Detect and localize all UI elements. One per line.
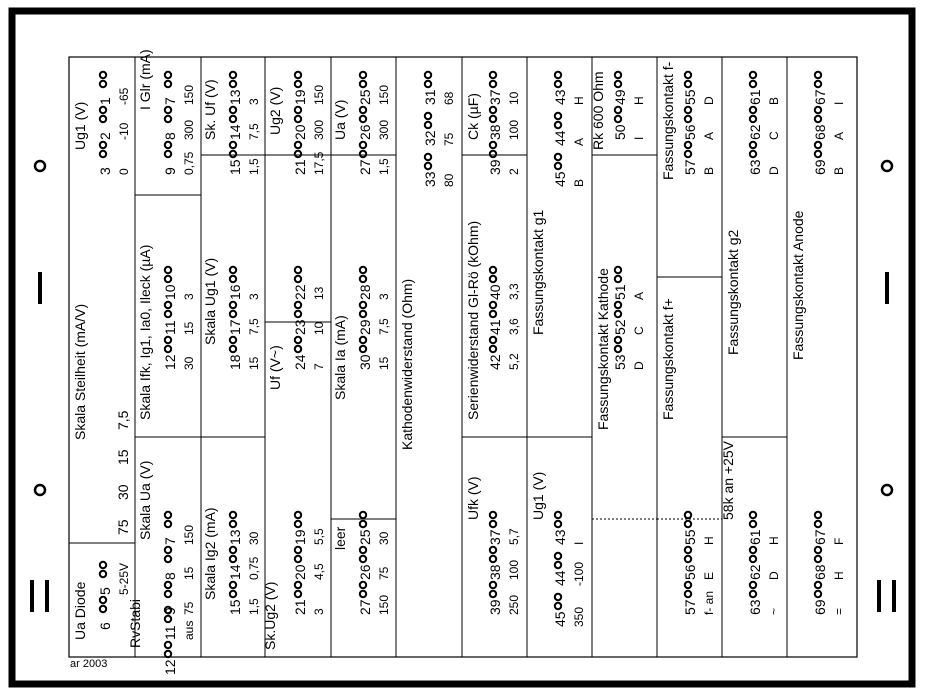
terminal-icon	[230, 582, 236, 597]
terminal-number: 14	[227, 564, 243, 580]
left-bar-1	[38, 272, 42, 304]
terminal-number: 37	[487, 89, 503, 105]
terminal-icon	[615, 107, 621, 122]
scale-label: 17,5	[312, 151, 326, 175]
terminal-number: 21	[292, 599, 308, 615]
terminal-number: 68	[812, 564, 828, 580]
terminal-number: 49	[612, 89, 628, 105]
section-title: Kathodenwiderstand (Ohm)	[399, 278, 415, 450]
terminal-icon	[295, 107, 301, 122]
scale-label: H	[572, 96, 586, 105]
terminal-number: 44	[552, 570, 568, 586]
terminal-number: 51	[612, 284, 628, 300]
scale-label: 30	[182, 356, 196, 370]
terminal-number: 45	[552, 611, 568, 627]
terminal-icon	[295, 547, 301, 562]
terminal-icon	[750, 547, 756, 562]
scale-label: 30	[115, 484, 131, 500]
terminal-icon	[615, 72, 621, 87]
scale-label: B	[702, 166, 716, 175]
scale-label: 150	[377, 594, 391, 615]
terminal-number: 5	[97, 587, 113, 595]
scale-label: 300	[182, 119, 196, 140]
terminal-icon	[360, 337, 366, 352]
scale-label: 7,5	[247, 318, 261, 335]
terminal-icon	[750, 512, 756, 527]
terminal-number: 38	[487, 124, 503, 140]
section-title: Skala Ifk, Ig1, Ia0, Ileck (µA)	[137, 244, 153, 420]
terminal-icon	[295, 302, 301, 317]
terminal-icon	[685, 582, 691, 597]
terminal-icon	[295, 582, 301, 597]
terminal-number: 13	[227, 89, 243, 105]
terminal-icon	[165, 642, 171, 657]
section-title: Skala Ua (V)	[137, 460, 153, 540]
terminal-icon	[165, 142, 171, 157]
right-hole-top	[882, 161, 892, 171]
terminal-number: 11	[162, 320, 178, 335]
terminal-number: 22	[292, 284, 308, 300]
terminal-icon	[685, 142, 691, 157]
terminal-number: 57	[682, 159, 698, 175]
terminal-number: 37	[487, 529, 503, 545]
terminal-number: 12	[162, 659, 178, 675]
terminal-icon	[490, 512, 496, 527]
terminal-icon	[165, 337, 171, 352]
scale-label: D	[632, 361, 646, 370]
terminal-icon	[295, 512, 301, 527]
terminal-number: 38	[487, 564, 503, 580]
terminal-icon	[815, 107, 821, 122]
terminal-number: 39	[487, 599, 503, 615]
section-title: Sk. Uf (V)	[202, 79, 218, 140]
scale-label: 2	[507, 168, 521, 175]
terminal-number: 62	[747, 124, 763, 140]
scale-label: B	[572, 178, 586, 187]
terminal-icon	[360, 72, 366, 87]
scale-label: 15	[247, 356, 261, 370]
scale-label: 75	[377, 566, 391, 580]
scale-label: -100	[572, 561, 586, 586]
scale-label: 150	[182, 84, 196, 105]
terminal-number: 40	[487, 284, 503, 300]
rotated-content	[72, 49, 846, 675]
terminal-icon	[360, 267, 366, 282]
scale-label: 15	[377, 356, 391, 370]
terminal-icon	[165, 582, 171, 597]
terminal-number: 52	[612, 319, 628, 335]
terminal-number: 26	[357, 564, 373, 580]
terminal-icon	[490, 302, 496, 317]
terminal-icon	[360, 547, 366, 562]
left-hole-top	[35, 161, 45, 171]
scale-label: 1,5	[247, 598, 261, 615]
section-title: Rk 600 Ohm	[590, 71, 606, 150]
terminal-icon	[555, 113, 561, 128]
terminal-number: 14	[227, 124, 243, 140]
terminal-number: 7	[162, 537, 178, 545]
section-title: Skala Ug1 (V)	[202, 257, 218, 345]
right-bar-2a	[877, 580, 881, 612]
terminal-icon	[295, 267, 301, 282]
terminal-number: 27	[357, 159, 373, 175]
terminal-number: 39	[487, 159, 503, 175]
scale-label: 7	[312, 363, 326, 370]
scale-label: E	[702, 571, 716, 580]
terminal-number: 9	[162, 607, 178, 615]
terminal-icon	[165, 72, 171, 87]
section-title: Fassungskontakt Kathode	[595, 268, 611, 430]
terminal-icon	[815, 547, 821, 562]
terminal-icon	[490, 267, 496, 282]
terminal-number: 68	[812, 124, 828, 140]
terminal-icon	[425, 72, 431, 87]
terminal-number: 43	[552, 89, 568, 105]
scale-label: 15	[182, 321, 196, 335]
section-title: RvStabi	[127, 598, 143, 648]
terminal-icon	[685, 72, 691, 87]
scale-label: 5,7	[507, 528, 521, 545]
terminal-number: 29	[357, 319, 373, 335]
scale-label: 250	[507, 594, 521, 615]
terminal-number: 56	[682, 124, 698, 140]
terminal-number: 56	[682, 564, 698, 580]
section-title: Fassungskontakt g2	[725, 229, 741, 355]
scale-label: H	[632, 96, 646, 105]
terminal-icon	[100, 107, 106, 122]
scale-label: -10	[117, 122, 131, 140]
left-markings	[30, 161, 49, 612]
terminal-icon	[230, 267, 236, 282]
scale-label: H	[767, 536, 781, 545]
scale-label: 75	[182, 601, 196, 615]
terminal-icon	[750, 107, 756, 122]
terminal-icon	[230, 302, 236, 317]
terminal-number: 32	[422, 130, 438, 146]
terminal-icon	[360, 107, 366, 122]
scale-label: 5-25V	[117, 562, 131, 595]
scale-label: 10	[312, 321, 326, 335]
scale-label: 3	[312, 608, 326, 615]
scale-label: 68	[442, 91, 456, 105]
scale-label: 1,5	[247, 158, 261, 175]
terminal-icon	[815, 512, 821, 527]
scale-label: H	[702, 536, 716, 545]
scale-label: 0,75	[182, 151, 196, 175]
terminal-icon	[685, 547, 691, 562]
scale-label: 3	[247, 98, 261, 105]
section-title: Fassungskontakt Anode	[790, 210, 806, 360]
section-title: Ufk (V)	[465, 476, 481, 520]
section-title: Skala Ig2 (mA)	[202, 507, 218, 600]
scale-label: aus	[182, 620, 196, 640]
terminal-number: 12	[162, 354, 178, 370]
terminal-number: 50	[612, 124, 628, 140]
terminal-number: 25	[357, 529, 373, 545]
terminal-number: 7	[162, 97, 178, 105]
terminal-icon	[165, 302, 171, 317]
terminal-icon	[360, 302, 366, 317]
terminal-icon	[555, 553, 561, 568]
terminal-number: 55	[682, 89, 698, 105]
terminal-icon	[490, 107, 496, 122]
terminal-number: 18	[227, 354, 243, 370]
terminal-number: 41	[487, 319, 503, 335]
section-title: Sk.Ug2 (V)	[262, 581, 278, 650]
terminal-number: 2	[97, 132, 113, 140]
terminal-number: 26	[357, 124, 373, 140]
terminal-number: 61	[747, 89, 763, 105]
terminal-icon	[100, 72, 106, 87]
terminal-icon	[100, 142, 106, 157]
section-title: Ua Diode	[72, 581, 88, 640]
terminal-icon	[555, 154, 561, 169]
left-bar-2a	[30, 580, 34, 612]
section-title: Fassungskontakt f-	[660, 61, 676, 180]
scale-label: 4,5	[312, 563, 326, 580]
terminal-number: 3	[97, 167, 113, 175]
terminal-icon	[230, 72, 236, 87]
terminal-number: 33	[422, 171, 438, 187]
section-title: Ug1 (V)	[72, 101, 88, 150]
scale-label: 3,6	[507, 318, 521, 335]
section-title: Skala Ia (mA)	[332, 315, 348, 400]
scale-label: 75	[442, 132, 456, 146]
right-markings	[877, 161, 896, 612]
left-hole-mid	[35, 485, 45, 495]
terminal-number: 27	[357, 599, 373, 615]
terminal-number: 15	[227, 599, 243, 615]
scale-label: D	[767, 166, 781, 175]
scale-label: 3	[182, 293, 196, 300]
scale-label: 80	[442, 173, 456, 187]
terminal-icon	[490, 72, 496, 87]
scale-label: D	[767, 571, 781, 580]
scale-label: 7,5	[247, 123, 261, 140]
terminal-number: 57	[682, 599, 698, 615]
section-title: Uf (V~)	[267, 345, 283, 390]
scale-label: 100	[507, 119, 521, 140]
terminal-number: 8	[162, 572, 178, 580]
section-title: Ug2 (V)	[267, 86, 283, 135]
scale-label: 7,5	[115, 410, 131, 430]
terminal-number: 19	[292, 529, 308, 545]
terminal-icon	[425, 154, 431, 169]
terminal-number: 28	[357, 284, 373, 300]
scale-label: C	[767, 131, 781, 140]
terminal-icon	[750, 142, 756, 157]
terminal-number: 53	[612, 354, 628, 370]
section-title: Ua (V)	[332, 99, 348, 140]
terminal-icon	[685, 107, 691, 122]
scale-label: 3	[247, 293, 261, 300]
terminal-icon	[360, 582, 366, 597]
section-title: I Glr (mA)	[137, 49, 153, 110]
terminal-number: 20	[292, 124, 308, 140]
terminal-number: 9	[162, 167, 178, 175]
scale-label: -65	[117, 87, 131, 105]
scale-label: A	[832, 131, 846, 140]
scale-label: 300	[312, 119, 326, 140]
terminal-icon	[230, 107, 236, 122]
section-title: 58k an +25V	[720, 440, 736, 520]
scale-label: 150	[377, 84, 391, 105]
scale-label: 150	[312, 84, 326, 105]
terminal-icon	[165, 107, 171, 122]
terminal-number: 67	[812, 89, 828, 105]
scale-label: 0,75	[247, 556, 261, 580]
terminal-number: 30	[357, 354, 373, 370]
scale-label: A	[572, 137, 586, 146]
right-bar-2b	[892, 580, 896, 612]
terminal-icon	[555, 512, 561, 527]
terminal-number: 67	[812, 529, 828, 545]
terminal-icon	[815, 582, 821, 597]
scale-label: B	[767, 96, 781, 105]
scale-label: 15	[182, 566, 196, 580]
scale-label: 75	[115, 519, 131, 535]
terminal-icon	[165, 267, 171, 282]
scale-label: F	[832, 537, 846, 545]
scale-label: ~	[767, 607, 781, 615]
terminal-icon	[490, 337, 496, 352]
terminal-number: 45	[552, 171, 568, 187]
terminal-icon	[230, 512, 236, 527]
scale-label: =	[832, 607, 846, 615]
terminal-icon	[750, 582, 756, 597]
left-bar-2b	[45, 580, 49, 612]
scale-label: 3	[377, 293, 391, 300]
scale-label: C	[632, 326, 646, 335]
terminal-number: 63	[747, 159, 763, 175]
scale-label: I	[572, 541, 586, 545]
scale-label: 1,5	[377, 158, 391, 175]
scale-label: 5,2	[507, 353, 521, 370]
scale-label: 3,3	[507, 283, 521, 300]
terminal-number: 62	[747, 564, 763, 580]
right-bar-1	[885, 272, 889, 304]
terminal-icon	[100, 597, 106, 612]
terminal-number: 19	[292, 89, 308, 105]
terminal-icon	[490, 582, 496, 597]
scale-label: H	[832, 571, 846, 580]
scale-label: 10	[507, 91, 521, 105]
scale-label: A	[632, 291, 646, 300]
terminal-number: 21	[292, 159, 308, 175]
scale-label: 150	[182, 524, 196, 545]
scale-label: D	[702, 96, 716, 105]
terminal-number: 8	[162, 132, 178, 140]
section-title: Serienwiderstand Gl-Rö (kOhm)	[465, 220, 481, 420]
terminal-number: 23	[292, 319, 308, 335]
terminal-icon	[230, 337, 236, 352]
scale-label: f- an	[702, 590, 716, 615]
right-hole-mid	[882, 485, 892, 495]
scale-label: 30	[247, 531, 261, 545]
terminal-number: 6	[97, 622, 113, 630]
terminal-number: 17	[227, 319, 243, 335]
section-title: Ug1 (V)	[530, 471, 546, 520]
section-title: Ck (µF)	[465, 93, 481, 140]
terminal-icon	[425, 113, 431, 128]
terminal-number: 25	[357, 89, 373, 105]
terminal-number: 1	[97, 97, 113, 105]
scale-label: 5,5	[312, 528, 326, 545]
terminal-number: 42	[487, 354, 503, 370]
terminal-number: 13	[227, 529, 243, 545]
terminal-number: 15	[227, 159, 243, 175]
terminal-number: 11	[162, 625, 178, 640]
terminal-icon	[555, 594, 561, 609]
terminal-number: 43	[552, 529, 568, 545]
terminal-number: 44	[552, 130, 568, 146]
terminal-number: 20	[292, 564, 308, 580]
scale-label: 300	[377, 119, 391, 140]
scale-label: 7,5	[377, 318, 391, 335]
terminal-icon	[295, 72, 301, 87]
terminal-icon	[615, 267, 621, 282]
terminal-icon	[555, 72, 561, 87]
terminal-number: 69	[812, 599, 828, 615]
terminal-number: 16	[227, 284, 243, 300]
terminal-icon	[750, 72, 756, 87]
scale-label: 350	[572, 606, 586, 627]
terminal-icon	[165, 512, 171, 527]
terminal-number: 61	[747, 529, 763, 545]
terminal-icon	[295, 337, 301, 352]
footer-label: ar 2003	[70, 658, 108, 670]
section-title: Fassungskontakt g1	[530, 209, 546, 335]
terminal-number: 55	[682, 529, 698, 545]
scale-label: 100	[507, 559, 521, 580]
scale-label: A	[702, 131, 716, 140]
scale-label: I	[632, 136, 646, 140]
terminal-icon	[490, 547, 496, 562]
section-title: Fassungskontakt f+	[660, 298, 676, 420]
section-title: leer	[332, 526, 348, 550]
scale-label: I	[832, 101, 846, 105]
terminal-icon	[230, 547, 236, 562]
terminal-number: 63	[747, 599, 763, 615]
scale-label: 13	[312, 286, 326, 300]
section-title: Skala Steilheit (mA/V)	[72, 303, 88, 440]
scale-label: 15	[115, 449, 131, 465]
terminal-icon	[615, 302, 621, 317]
scale-label: 0	[117, 168, 131, 175]
terminal-icon	[165, 547, 171, 562]
scale-label: 30	[377, 531, 391, 545]
terminal-number: 69	[812, 159, 828, 175]
terminal-icon	[815, 142, 821, 157]
terminal-icon	[100, 562, 106, 577]
terminal-icon	[815, 72, 821, 87]
terminal-number: 10	[162, 284, 178, 300]
scale-label: B	[832, 166, 846, 175]
terminal-number: 24	[292, 354, 308, 370]
terminal-number: 31	[422, 89, 438, 105]
terminal-icon	[615, 337, 621, 352]
